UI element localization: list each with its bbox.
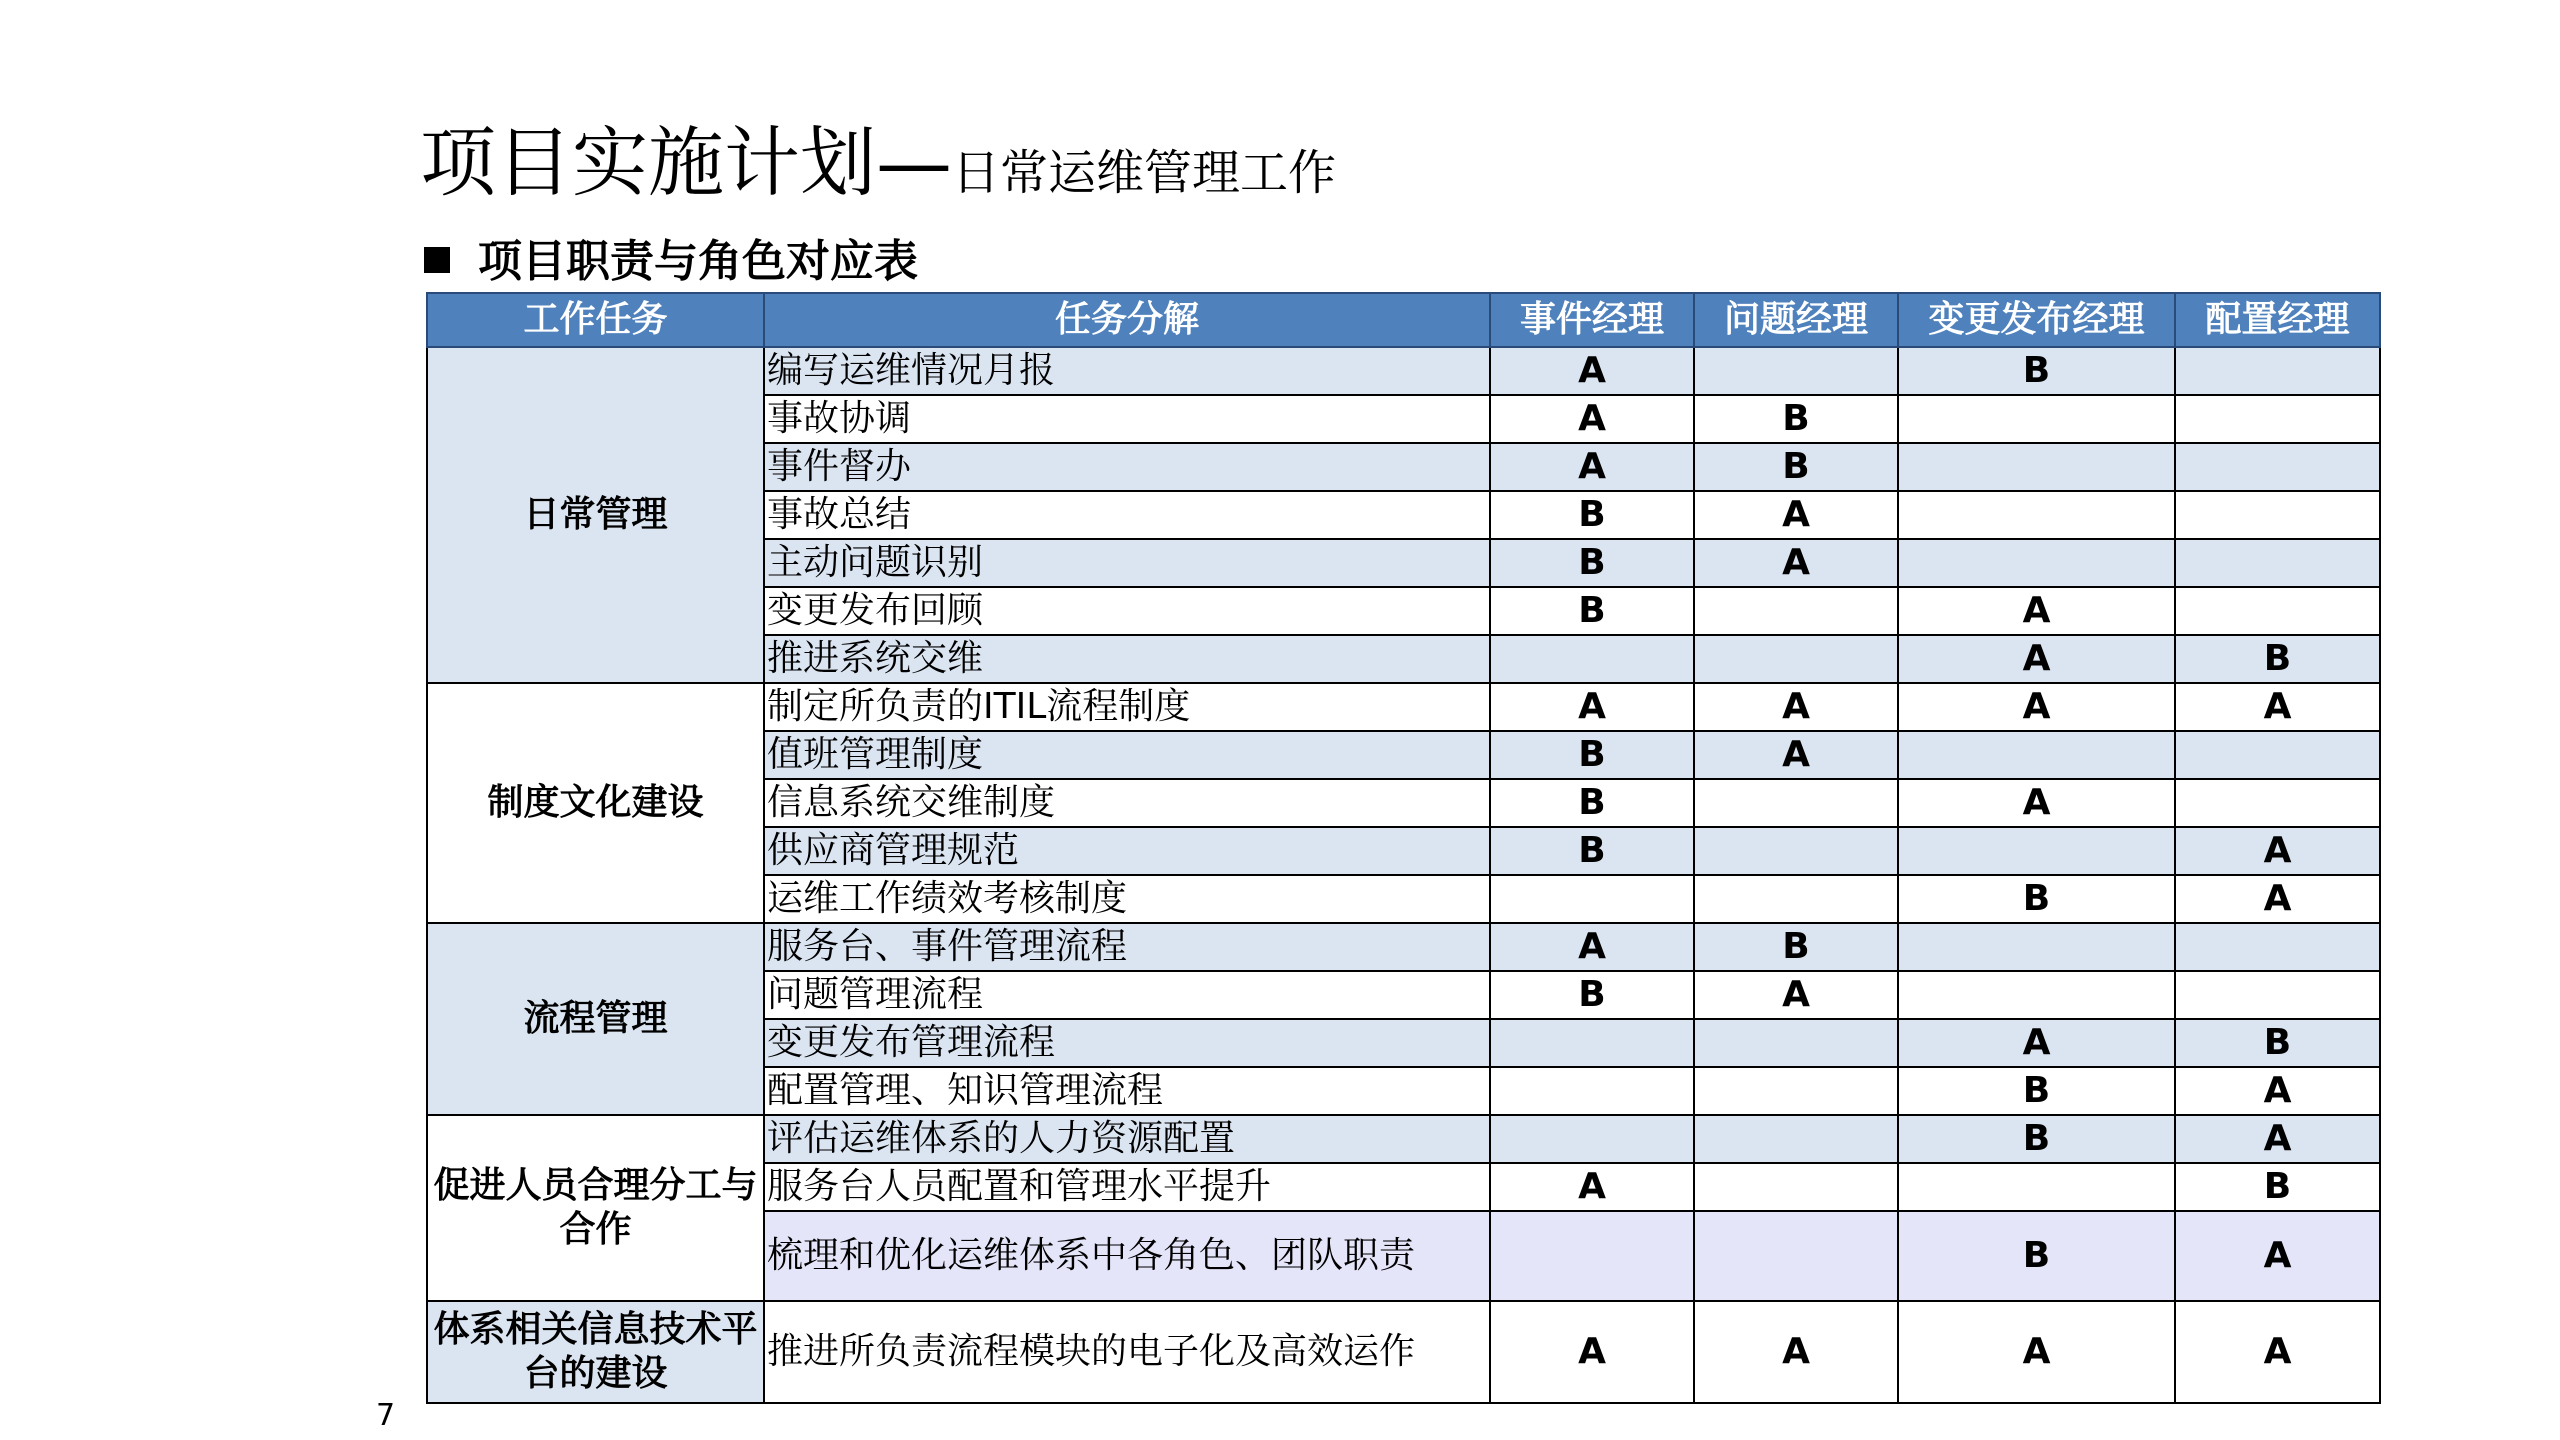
- role-cell: A: [1694, 731, 1898, 779]
- task-cell: 主动问题识别: [764, 539, 1490, 587]
- role-cell: A: [1694, 683, 1898, 731]
- role-cell: B: [1898, 1067, 2175, 1115]
- role-cell: A: [1898, 587, 2175, 635]
- role-cell: [1898, 539, 2175, 587]
- role-cell: B: [1490, 491, 1694, 539]
- table-row: [427, 683, 2380, 731]
- task-cell: 推进系统交维: [764, 635, 1490, 683]
- section-heading: [424, 236, 918, 287]
- role-cell: A: [1694, 1301, 1898, 1403]
- role-cell: B: [2175, 1019, 2380, 1067]
- role-cell: [2175, 779, 2380, 827]
- role-cell: B: [1898, 1211, 2175, 1301]
- role-cell: B: [1490, 731, 1694, 779]
- role-cell: [1898, 443, 2175, 491]
- role-cell: A: [1898, 683, 2175, 731]
- task-cell: 事故协调: [764, 395, 1490, 443]
- role-cell: A: [1490, 347, 1694, 395]
- task-cell: 编写运维情况月报: [764, 347, 1490, 395]
- role-cell: A: [2175, 875, 2380, 923]
- column-header: 事件经理: [1490, 293, 1694, 347]
- role-cell: [2175, 443, 2380, 491]
- role-cell: B: [1490, 827, 1694, 875]
- role-cell: [1898, 395, 2175, 443]
- group-cell: 流程管理: [427, 923, 764, 1115]
- role-cell: A: [2175, 683, 2380, 731]
- role-cell: [2175, 491, 2380, 539]
- square-bullet-icon: [424, 247, 450, 273]
- task-cell: 变更发布管理流程: [764, 1019, 1490, 1067]
- group-cell: 日常管理: [427, 347, 764, 683]
- role-cell: [1694, 1211, 1898, 1301]
- table-row: [427, 347, 2380, 395]
- role-cell: B: [1490, 539, 1694, 587]
- task-cell: 配置管理、知识管理流程: [764, 1067, 1490, 1115]
- role-cell: [1694, 1067, 1898, 1115]
- role-cell: [2175, 395, 2380, 443]
- task-cell: 信息系统交维制度: [764, 779, 1490, 827]
- role-cell: [1694, 635, 1898, 683]
- task-cell: 问题管理流程: [764, 971, 1490, 1019]
- role-cell: A: [1694, 971, 1898, 1019]
- task-cell: 值班管理制度: [764, 731, 1490, 779]
- role-cell: A: [2175, 1301, 2380, 1403]
- role-cell: [2175, 539, 2380, 587]
- task-cell: 服务台、事件管理流程: [764, 923, 1490, 971]
- column-header: 工作任务: [427, 293, 764, 347]
- role-cell: [2175, 923, 2380, 971]
- section-heading-text: 项目职责与角色对应表: [478, 236, 918, 287]
- role-cell: B: [1694, 923, 1898, 971]
- task-cell: 评估运维体系的人力资源配置: [764, 1115, 1490, 1163]
- role-cell: B: [1490, 971, 1694, 1019]
- role-cell: [2175, 731, 2380, 779]
- role-cell: [1490, 1115, 1694, 1163]
- role-cell: A: [1490, 1163, 1694, 1211]
- role-cell: A: [1694, 491, 1898, 539]
- column-header: 配置经理: [2175, 293, 2380, 347]
- role-cell: A: [1490, 395, 1694, 443]
- role-cell: [2175, 971, 2380, 1019]
- task-cell: 运维工作绩效考核制度: [764, 875, 1490, 923]
- table-row: [427, 923, 2380, 971]
- role-cell: [1694, 1115, 1898, 1163]
- role-cell: [1898, 1163, 2175, 1211]
- role-cell: A: [2175, 1211, 2380, 1301]
- role-cell: A: [1898, 779, 2175, 827]
- role-cell: A: [1898, 1301, 2175, 1403]
- role-cell: A: [2175, 1067, 2380, 1115]
- role-cell: B: [1898, 875, 2175, 923]
- column-header: 变更发布经理: [1898, 293, 2175, 347]
- role-cell: [1898, 923, 2175, 971]
- role-cell: A: [2175, 1115, 2380, 1163]
- role-cell: A: [1490, 923, 1694, 971]
- role-cell: A: [1694, 539, 1898, 587]
- role-cell: [1898, 971, 2175, 1019]
- role-cell: B: [1694, 395, 1898, 443]
- role-cell: [1490, 1211, 1694, 1301]
- role-cell: [1694, 779, 1898, 827]
- task-cell: 事件督办: [764, 443, 1490, 491]
- role-cell: A: [1490, 683, 1694, 731]
- title-sub: 日常运维管理工作: [952, 145, 1337, 201]
- task-cell: 推进所负责流程模块的电子化及高效运作: [764, 1301, 1490, 1403]
- role-cell: [1490, 635, 1694, 683]
- role-cell: [1694, 1019, 1898, 1067]
- role-cell: [1694, 347, 1898, 395]
- role-cell: [1694, 827, 1898, 875]
- role-cell: A: [1898, 635, 2175, 683]
- role-cell: A: [2175, 827, 2380, 875]
- role-cell: B: [1490, 779, 1694, 827]
- column-header: 问题经理: [1694, 293, 1898, 347]
- group-cell: 促进人员合理分工与合作: [427, 1115, 764, 1301]
- role-cell: [1490, 1019, 1694, 1067]
- role-cell: A: [1898, 1019, 2175, 1067]
- title-main: 项目实施计划—: [420, 118, 952, 207]
- role-cell: [1490, 1067, 1694, 1115]
- role-cell: B: [1898, 1115, 2175, 1163]
- task-cell: 事故总结: [764, 491, 1490, 539]
- role-cell: [1898, 491, 2175, 539]
- group-cell: 制度文化建设: [427, 683, 764, 923]
- role-cell: [1694, 587, 1898, 635]
- task-cell: 服务台人员配置和管理水平提升: [764, 1163, 1490, 1211]
- table-header-row: [427, 293, 2380, 347]
- role-cell: [1898, 827, 2175, 875]
- page-number: 7: [376, 1398, 396, 1433]
- role-cell: [1694, 1163, 1898, 1211]
- group-cell: 体系相关信息技术平台的建设: [427, 1301, 764, 1403]
- role-cell: B: [1490, 587, 1694, 635]
- table-row: [427, 1115, 2380, 1163]
- role-cell: [1898, 731, 2175, 779]
- column-header: 任务分解: [764, 293, 1490, 347]
- role-cell: [2175, 347, 2380, 395]
- task-cell: 制定所负责的ITIL流程制度: [764, 683, 1490, 731]
- task-cell: 梳理和优化运维体系中各角色、团队职责: [764, 1211, 1490, 1301]
- page-title: [420, 118, 1337, 207]
- role-cell: B: [2175, 1163, 2380, 1211]
- role-cell: B: [1898, 347, 2175, 395]
- task-cell: 供应商管理规范: [764, 827, 1490, 875]
- role-cell: [1490, 875, 1694, 923]
- responsibility-table: [426, 292, 2381, 1404]
- role-cell: A: [1490, 443, 1694, 491]
- table-row: [427, 1301, 2380, 1403]
- role-cell: A: [1490, 1301, 1694, 1403]
- role-cell: B: [1694, 443, 1898, 491]
- role-cell: [1694, 875, 1898, 923]
- task-cell: 变更发布回顾: [764, 587, 1490, 635]
- role-cell: B: [2175, 635, 2380, 683]
- role-cell: [2175, 587, 2380, 635]
